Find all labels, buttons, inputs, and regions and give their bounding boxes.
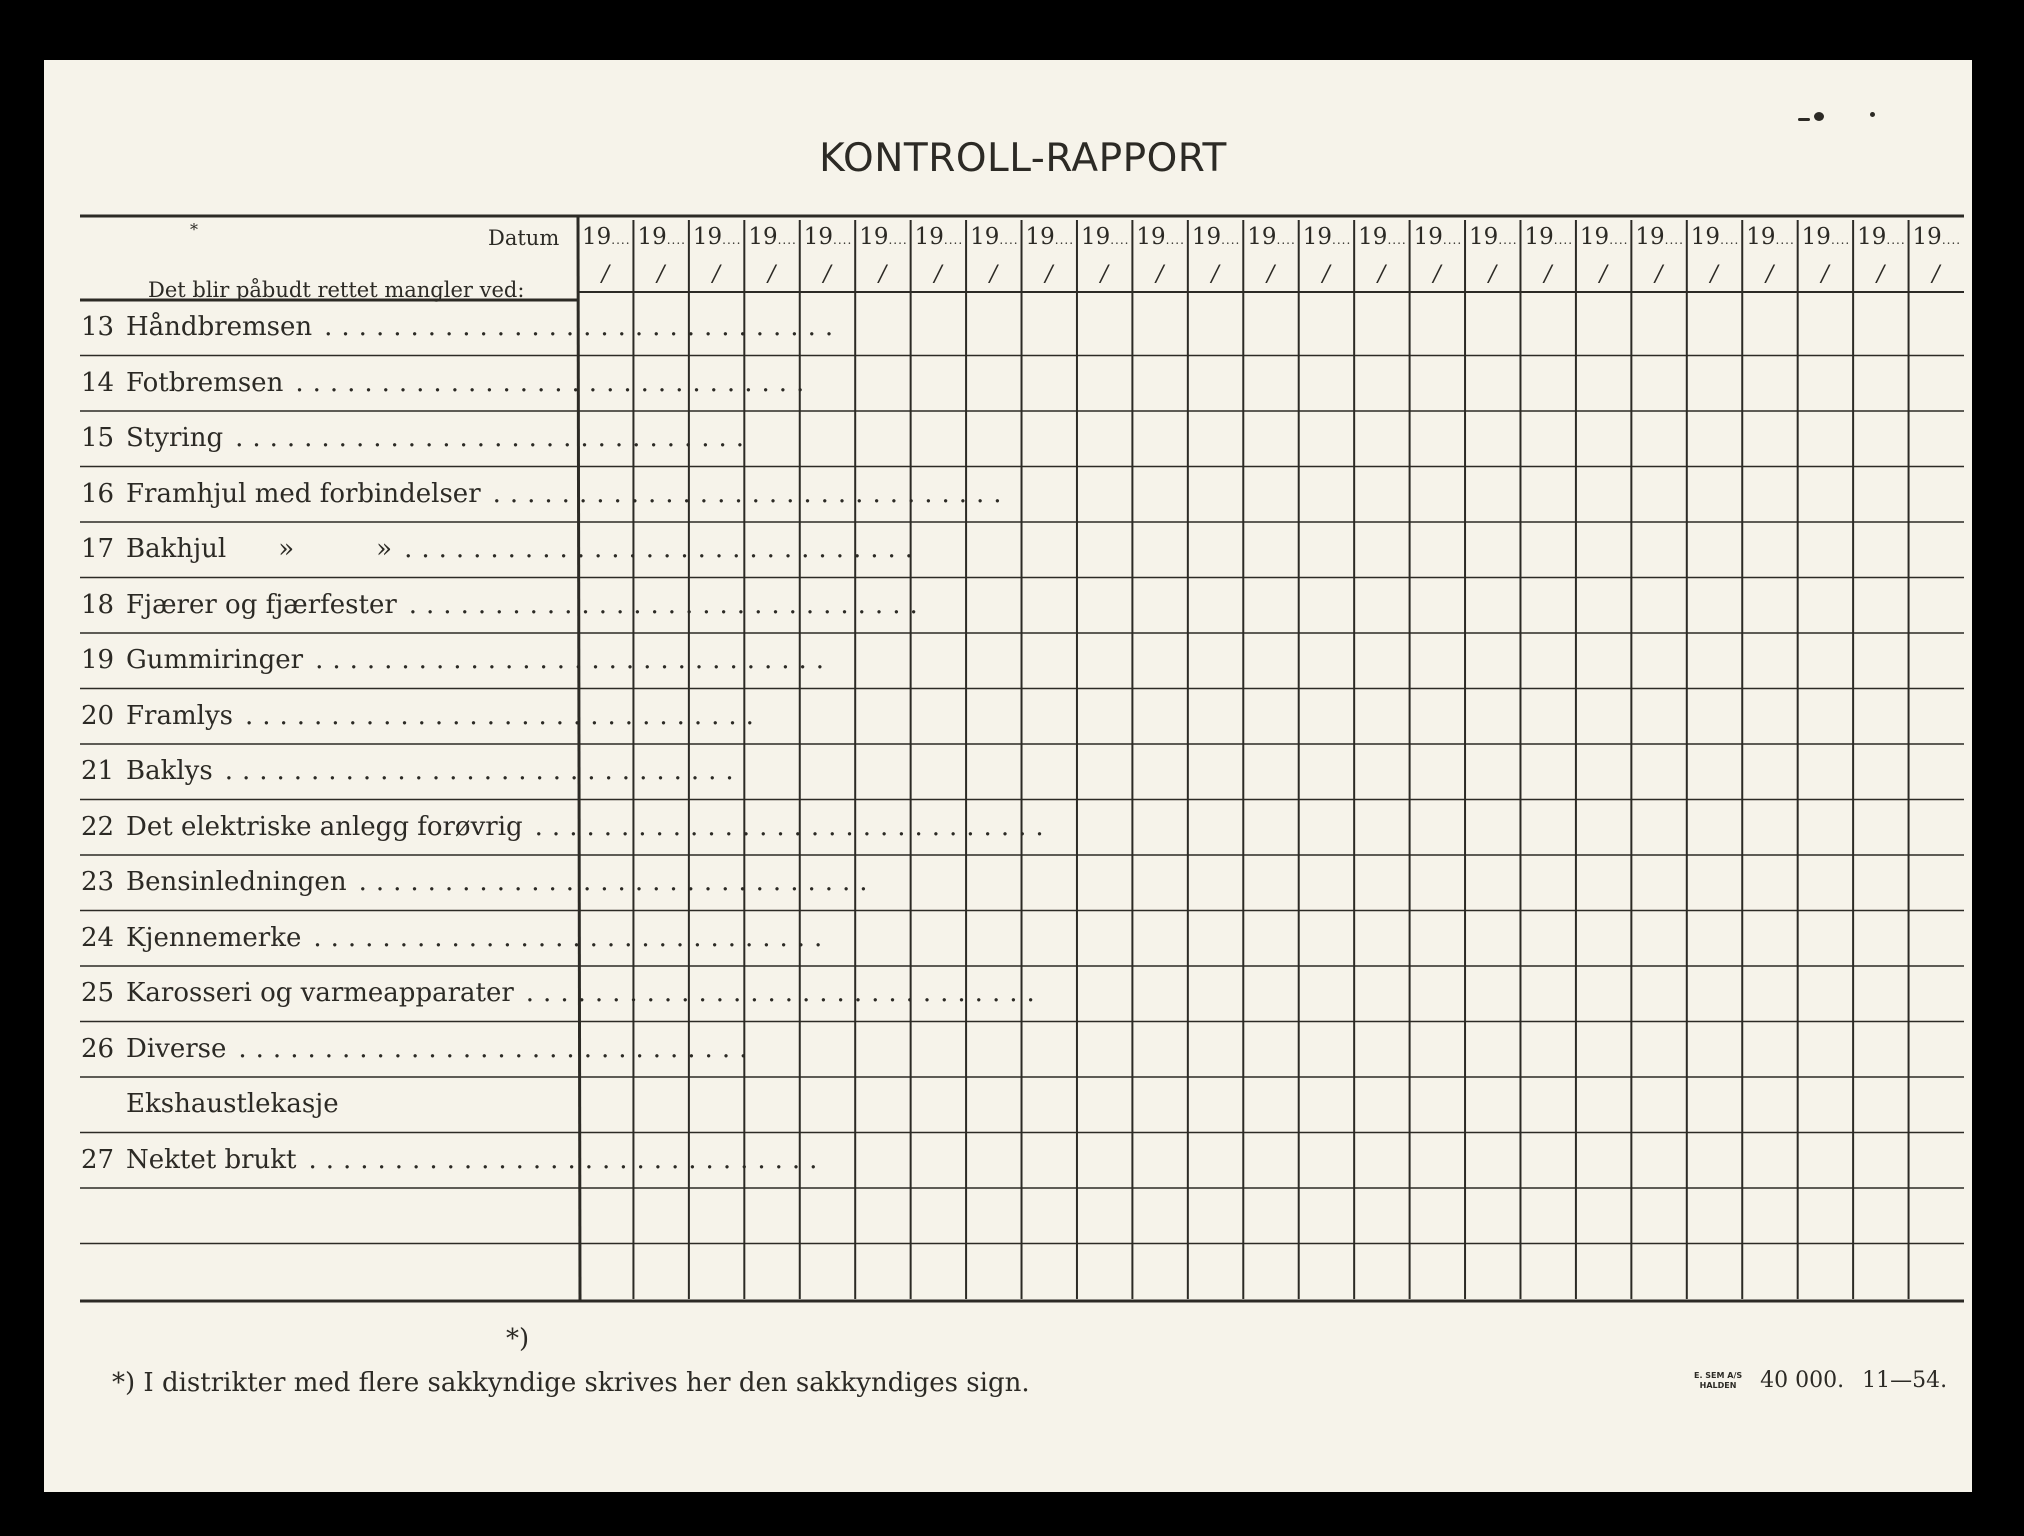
- print-imprint: [1694, 1368, 1947, 1393]
- item-number: 23: [81, 867, 115, 897]
- item-label: Karosseri og varmeapparater: [126, 978, 514, 1008]
- day-month-separator: /: [1765, 262, 1774, 287]
- year-field: 19....: [1413, 224, 1463, 250]
- item-number: 16: [81, 478, 115, 509]
- day-month-separator: /: [1156, 262, 1164, 287]
- day-month-separator: /: [768, 262, 776, 287]
- day-month-separator: /: [657, 262, 665, 287]
- day-month-separator: /: [712, 262, 721, 287]
- year-field: 19....: [970, 224, 1019, 250]
- day-month-separator: /: [1876, 262, 1885, 287]
- item-label: Nektet brukt: [126, 1144, 297, 1175]
- ditto-mark: »: [278, 534, 295, 564]
- year-field: 19....: [582, 224, 631, 250]
- leader-dots: ..............................: [235, 423, 754, 453]
- item-label: Framhjul med forbindelser: [126, 478, 481, 509]
- item-number: 17: [81, 534, 115, 564]
- year-field: 19....: [1358, 224, 1407, 250]
- ditto-mark: »: [376, 534, 393, 564]
- year-field: 19....: [1857, 224, 1906, 250]
- year-field: 19....: [1746, 224, 1795, 250]
- print-run: 40 000.: [1760, 1368, 1845, 1393]
- leader-dots: ..............................: [534, 811, 1053, 842]
- datum-label: Datum: [488, 226, 560, 250]
- year-field: 19....: [1136, 224, 1185, 250]
- subheader: Det blir påbudt rettet mangler ved:: [148, 278, 525, 302]
- ink-spot: [1798, 118, 1810, 121]
- day-month-separator: /: [1821, 262, 1829, 287]
- item-number: 15: [81, 423, 115, 453]
- item-label: Fotbremsen: [126, 367, 284, 398]
- year-field: 19....: [859, 224, 908, 250]
- item-row: [81, 1089, 609, 1119]
- year-field: 19....: [1524, 224, 1574, 250]
- item-number: 13: [81, 312, 115, 342]
- item-number: 26: [81, 1033, 115, 1064]
- day-month-separator: /: [989, 262, 998, 287]
- item-label: Bensinledningen: [126, 867, 347, 897]
- footnote: *) I distrikter med flere sakkyndige skrives her den sakkyndiges sign.: [112, 1368, 1030, 1398]
- item-row: [81, 423, 754, 453]
- leader-dots: ..............................: [358, 867, 877, 897]
- leader-dots: ..............................: [238, 1033, 757, 1064]
- item-number: 24: [81, 922, 115, 953]
- item-row: [81, 756, 743, 786]
- item-row: [81, 312, 843, 342]
- day-month-separator: /: [1045, 262, 1053, 287]
- day-month-separator: /: [1655, 262, 1663, 287]
- day-month-separator: /: [1544, 262, 1552, 287]
- year-field: 19....: [637, 224, 686, 250]
- form-title: KONTROLL-RAPPORT: [819, 136, 1227, 181]
- item-row: [81, 1033, 757, 1064]
- leader-dots: ..............................: [244, 700, 763, 731]
- year-field: 19....: [1690, 224, 1740, 250]
- day-month-separator: /: [934, 262, 942, 287]
- day-month-separator: /: [1211, 262, 1219, 287]
- item-label: Fjærer og fjærfester: [126, 589, 397, 620]
- item-row: [81, 589, 927, 620]
- day-month-separator: /: [823, 262, 831, 287]
- item-label: Bakhjul: [126, 534, 227, 564]
- year-field: 19....: [1469, 224, 1518, 250]
- year-field: 19....: [1635, 224, 1684, 250]
- item-label: Framlys: [126, 700, 233, 731]
- item-row: [81, 534, 923, 564]
- leader-dots: ..............................: [315, 645, 834, 675]
- signature-mark: *): [506, 1324, 530, 1354]
- year-field: 19....: [803, 224, 853, 250]
- year-field: 19....: [1025, 224, 1075, 250]
- ink-spot: [1870, 112, 1875, 117]
- item-row: [81, 922, 832, 953]
- item-number: 14: [81, 367, 115, 398]
- item-number: 22: [81, 811, 115, 842]
- item-number: 27: [81, 1144, 115, 1175]
- item-label: Styring: [126, 423, 224, 453]
- item-label: Gummiringer: [126, 645, 304, 675]
- leader-dots: ..............................: [492, 478, 1011, 509]
- item-number: 21: [81, 756, 115, 786]
- year-field: 19....: [1912, 224, 1962, 250]
- item-number: 20: [81, 700, 115, 731]
- leader-dots: ..............................: [525, 978, 1044, 1008]
- day-month-separator: /: [1322, 262, 1330, 287]
- day-month-separator: /: [1710, 262, 1718, 287]
- day-month-separator: /: [1267, 262, 1275, 287]
- year-field: 19....: [1579, 224, 1629, 250]
- year-field: 19....: [748, 224, 797, 250]
- day-month-separator: /: [601, 262, 610, 287]
- item-row: [81, 1144, 827, 1175]
- item-number: 25: [81, 978, 115, 1008]
- item-row: [81, 811, 1053, 842]
- item-row: [81, 978, 1044, 1008]
- year-field: 19....: [1191, 224, 1241, 250]
- leader-dots: ..............................: [308, 1144, 827, 1175]
- day-month-separator: /: [878, 262, 887, 287]
- item-label: Baklys: [126, 756, 213, 786]
- item-label: Kjennemerke: [126, 922, 302, 953]
- print-date: 11—54.: [1862, 1368, 1948, 1393]
- day-month-separator: /: [1488, 262, 1497, 287]
- leader-dots: ..............................: [224, 756, 743, 786]
- item-label: Diverse: [126, 1033, 227, 1064]
- day-month-separator: /: [1377, 262, 1386, 287]
- year-field: 19....: [1302, 224, 1352, 250]
- item-label: Det elektriske anlegg forøvrig: [126, 811, 523, 842]
- year-field: 19....: [914, 224, 964, 250]
- leader-dots: ..............................: [404, 534, 923, 564]
- item-row: [81, 867, 877, 897]
- day-month-separator: /: [1599, 262, 1608, 287]
- leader-dots: ..............................: [313, 922, 832, 953]
- ink-spot: [1814, 112, 1824, 121]
- year-field: 19....: [1801, 224, 1851, 250]
- item-row: [81, 478, 1011, 509]
- item-label: Håndbremsen: [126, 312, 313, 342]
- item-label: Ekshaustlekasje: [126, 1089, 339, 1119]
- year-field: 19....: [692, 224, 742, 250]
- leader-dots: ..............................: [408, 589, 927, 620]
- report-card: [44, 60, 1972, 1492]
- day-month-separator: /: [1433, 262, 1441, 287]
- item-row: [81, 367, 814, 398]
- asterisk-mark: *: [190, 220, 198, 239]
- printer-mark: E. SEM A/S HALDEN: [1694, 1370, 1743, 1390]
- item-row: [81, 700, 763, 731]
- item-number: 18: [81, 589, 115, 620]
- leader-dots: ..............................: [295, 367, 814, 398]
- year-field: 19....: [1080, 224, 1130, 250]
- year-field: 19....: [1247, 224, 1296, 250]
- day-month-separator: /: [1932, 262, 1940, 287]
- day-month-separator: /: [1100, 262, 1109, 287]
- item-number: 19: [81, 645, 115, 675]
- leader-dots: ..............................: [324, 312, 843, 342]
- item-row: [81, 645, 834, 675]
